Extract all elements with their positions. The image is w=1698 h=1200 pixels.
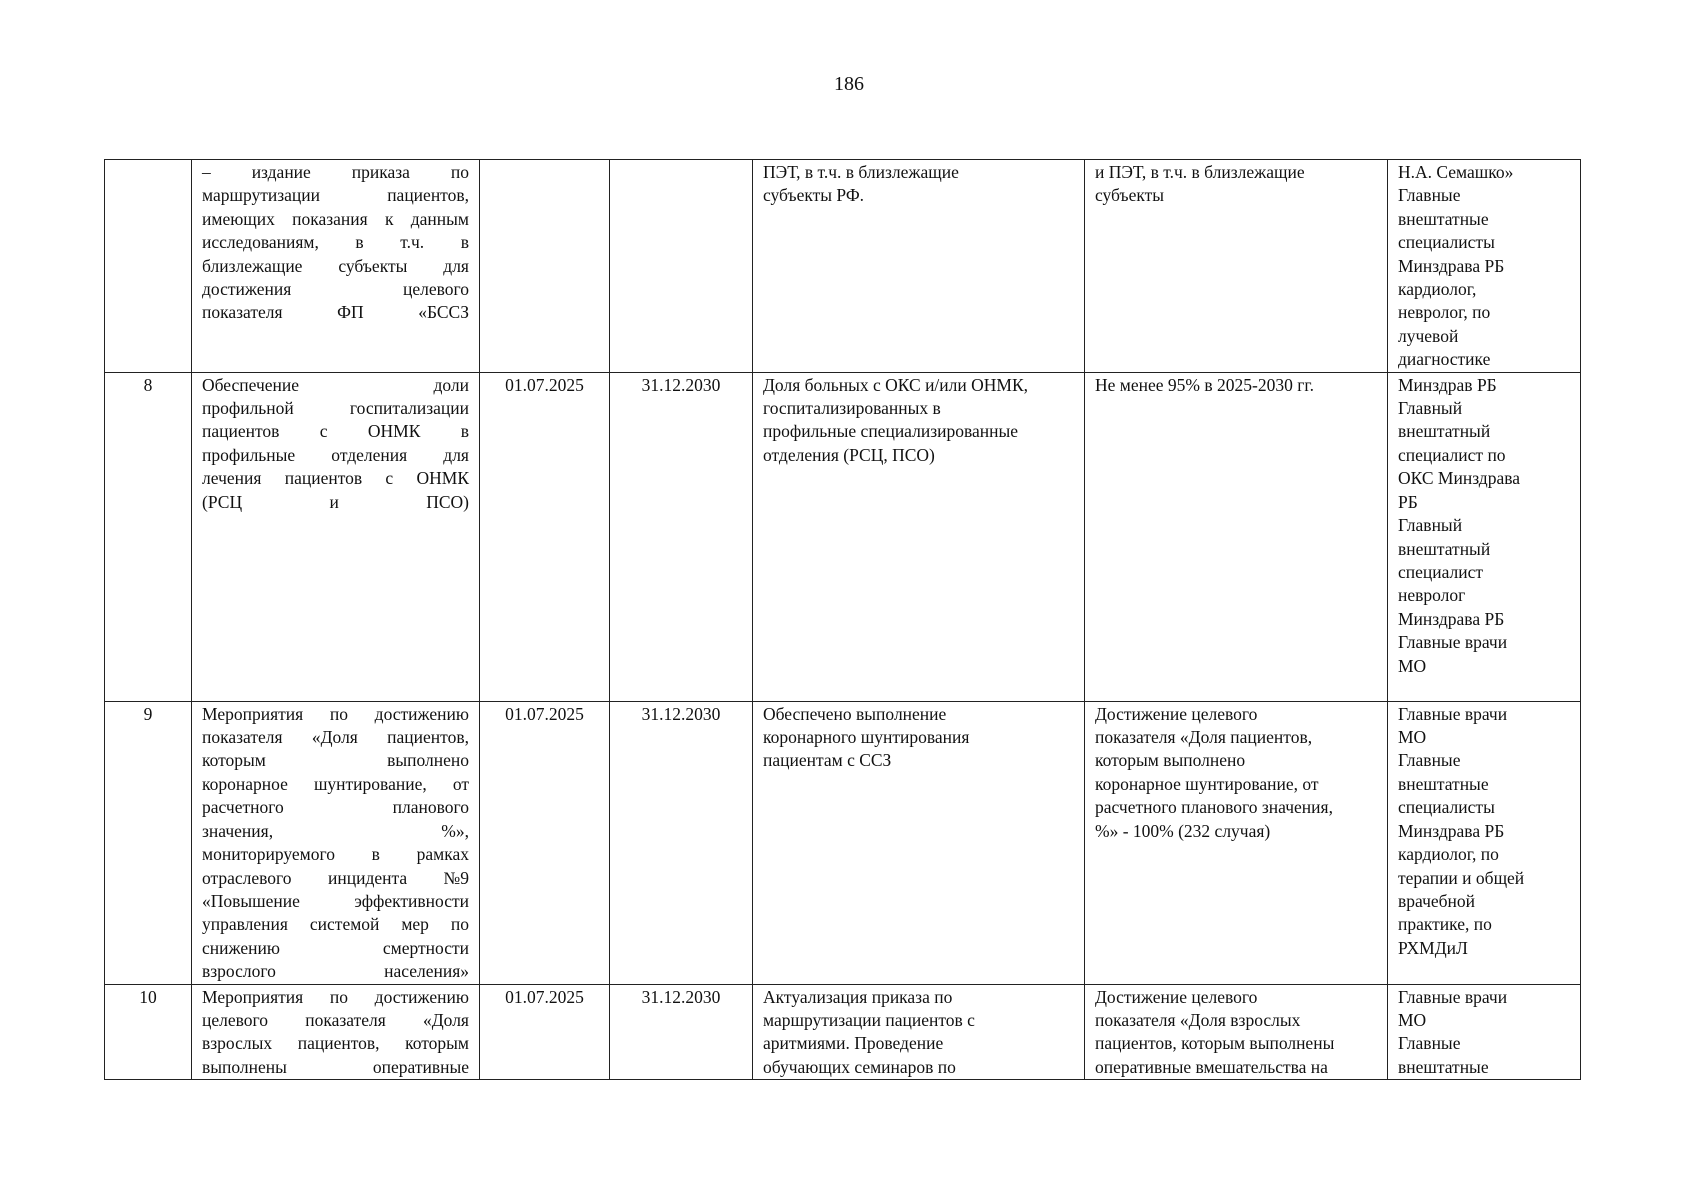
end-date-cell: 31.12.2030 (610, 372, 753, 701)
result-line: Актуализация приказа по (763, 986, 953, 1007)
result-line: отделения (РСЦ, ПСО) (763, 444, 935, 465)
responsible-line: кардиолог, по (1398, 844, 1499, 865)
event-line: коронарное шунтирование, от (202, 773, 469, 794)
responsible-line: РБ (1398, 491, 1418, 512)
responsible-line: практике, по (1398, 914, 1492, 935)
responsible-line: Минздрав РБ (1398, 374, 1497, 395)
responsible-line: специалисты (1398, 797, 1495, 818)
result-cell (753, 984, 1085, 1080)
responsible-line: Минздрава РБ (1398, 608, 1505, 629)
table-body (105, 160, 1581, 1080)
page-number: 186 (834, 73, 864, 95)
responsible-line: Главные врачи (1398, 986, 1508, 1007)
indicator-line: Достижение целевого (1095, 703, 1258, 724)
responsible-line: внештатные (1398, 773, 1489, 794)
end-date-cell: 31.12.2030 (610, 984, 753, 1080)
responsible-line: внештатные (1398, 208, 1489, 229)
result-line: аритмиями. Проведение (763, 1033, 944, 1054)
indicator-line: показателя «Доля взрослых (1095, 1010, 1301, 1031)
event-line: целевого показателя «Доля (202, 1010, 469, 1031)
end-date-cell (610, 160, 753, 373)
result-line: пациентам с ССЗ (763, 750, 892, 771)
event-line: Мероприятия по достижению (202, 703, 469, 724)
event-line: показателя «Доля пациентов, (202, 727, 469, 748)
responsible-cell (1388, 372, 1581, 701)
table-row (105, 701, 1581, 984)
responsible-line: РХМДиЛ (1398, 937, 1468, 958)
event-line: выполнены оперативные (202, 1056, 469, 1077)
event-line: профильной госпитализации (202, 398, 469, 419)
indicator-line: показателя «Доля пациентов, (1095, 727, 1313, 748)
responsible-line: Главные врачи (1398, 632, 1508, 653)
responsible-line: специалист по (1398, 444, 1506, 465)
indicator-line: %» - 100% (232 случая) (1095, 820, 1271, 841)
indicator-cell (1085, 701, 1388, 984)
event-line: расчетного планового (202, 797, 469, 818)
responsible-cell (1388, 160, 1581, 373)
event-line: снижению смертности (202, 937, 469, 958)
event-line: «Повышение эффективности (202, 890, 469, 911)
start-date-cell: 01.07.2025 (480, 372, 610, 701)
indicator-line: коронарное шунтирование, от (1095, 773, 1319, 794)
event-line: исследованиям, в т.ч. в (202, 232, 469, 253)
responsible-line: Минздрава РБ (1398, 255, 1505, 276)
result-line: профильные специализированные (763, 421, 1019, 442)
responsible-line: невролог, по (1398, 302, 1491, 323)
result-line: маршрутизации пациентов с (763, 1010, 975, 1031)
event-cell (192, 984, 480, 1080)
responsible-line: Минздрава РБ (1398, 820, 1505, 841)
responsible-line: врачебной (1398, 890, 1476, 911)
responsible-line: специалист (1398, 561, 1484, 582)
event-cell (192, 372, 480, 701)
event-line: пациентов с ОНМК в (202, 421, 469, 442)
responsible-line: Главный (1398, 515, 1463, 536)
event-line: управления системой мер по (202, 914, 469, 935)
responsible-line: диагностике (1398, 349, 1491, 370)
responsible-line: Главные (1398, 750, 1461, 771)
event-line: взрослого населения» (202, 961, 469, 982)
row-number-cell (105, 160, 192, 373)
table-row (105, 984, 1581, 1080)
event-line: близлежащие субъекты для (202, 255, 469, 276)
row-number-cell: 8 (105, 372, 192, 701)
responsible-line: специалисты (1398, 232, 1495, 253)
event-line: которым выполнено (202, 750, 469, 771)
responsible-line: невролог (1398, 585, 1466, 606)
event-line: маршрутизации пациентов, (202, 185, 469, 206)
event-cell (192, 701, 480, 984)
result-line: ПЭТ, в т.ч. в близлежащие (763, 162, 959, 182)
event-line: профильные отделения для (202, 444, 469, 465)
responsible-line: МО (1398, 655, 1427, 676)
responsible-line: кардиолог, (1398, 279, 1477, 300)
event-line: (РСЦ и ПСО) (202, 491, 469, 512)
responsible-line: внештатные (1398, 1056, 1489, 1077)
table-row (105, 372, 1581, 701)
result-cell (753, 372, 1085, 701)
event-line: Мероприятия по достижению (202, 986, 469, 1007)
start-date-cell: 01.07.2025 (480, 701, 610, 984)
responsible-line: Главные врачи (1398, 703, 1508, 724)
table-row (105, 160, 1581, 373)
result-line: Доля больных с ОКС и/или ОНМК, (763, 374, 1029, 395)
responsible-cell (1388, 984, 1581, 1080)
result-cell (753, 701, 1085, 984)
result-line: Обеспечено выполнение (763, 703, 947, 724)
responsible-line: Главные (1398, 1033, 1461, 1054)
event-line: значения, %», (202, 820, 469, 841)
responsible-line: ОКС Минздрава (1398, 468, 1521, 489)
result-line: коронарного шунтирования (763, 727, 970, 748)
indicator-line: расчетного планового значения, (1095, 797, 1333, 818)
event-line: лечения пациентов с ОНМК (202, 468, 469, 489)
responsible-line: лучевой (1398, 325, 1459, 346)
row-number-cell: 10 (105, 984, 192, 1080)
indicator-line: Не менее 95% в 2025-2030 гг. (1095, 374, 1314, 395)
indicator-line: которым выполнено (1095, 750, 1246, 771)
row-number-cell: 9 (105, 701, 192, 984)
activities-table (104, 159, 1581, 1080)
event-line: Обеспечение доли (202, 374, 469, 395)
indicator-cell (1085, 160, 1388, 373)
event-line: – издание приказа по (202, 162, 469, 182)
event-line: взрослых пациентов, которым (202, 1033, 469, 1054)
event-line: показателя ФП «БССЗ (202, 302, 469, 323)
indicator-line: оперативные вмешательства на (1095, 1056, 1328, 1077)
indicator-line: Достижение целевого (1095, 986, 1258, 1007)
indicator-cell (1085, 372, 1388, 701)
responsible-line: МО (1398, 727, 1427, 748)
end-date-cell: 31.12.2030 (610, 701, 753, 984)
result-line: госпитализированных в (763, 398, 941, 419)
event-line: имеющих показания к данным (202, 208, 469, 229)
result-line: субъекты РФ. (763, 185, 865, 206)
event-line: достижения целевого (202, 279, 469, 300)
indicator-line: и ПЭТ, в т.ч. в близлежащие (1095, 162, 1305, 182)
indicator-cell (1085, 984, 1388, 1080)
start-date-cell (480, 160, 610, 373)
responsible-line: Главный (1398, 398, 1463, 419)
indicator-line: пациентов, которым выполнены (1095, 1033, 1335, 1054)
result-cell (753, 160, 1085, 373)
event-cell (192, 160, 480, 373)
responsible-line: внештатный (1398, 421, 1491, 442)
responsible-line: МО (1398, 1010, 1427, 1031)
event-line: мониторируемого в рамках (202, 844, 469, 865)
event-line: отраслевого инцидента №9 (202, 867, 469, 888)
start-date-cell: 01.07.2025 (480, 984, 610, 1080)
responsible-line: терапии и общей (1398, 867, 1525, 888)
responsible-cell (1388, 701, 1581, 984)
responsible-line: Н.А. Семашко» (1398, 162, 1514, 182)
responsible-line: внештатный (1398, 538, 1491, 559)
indicator-line: субъекты (1095, 185, 1165, 206)
result-line: обучающих семинаров по (763, 1056, 956, 1077)
responsible-line: Главные (1398, 185, 1461, 206)
